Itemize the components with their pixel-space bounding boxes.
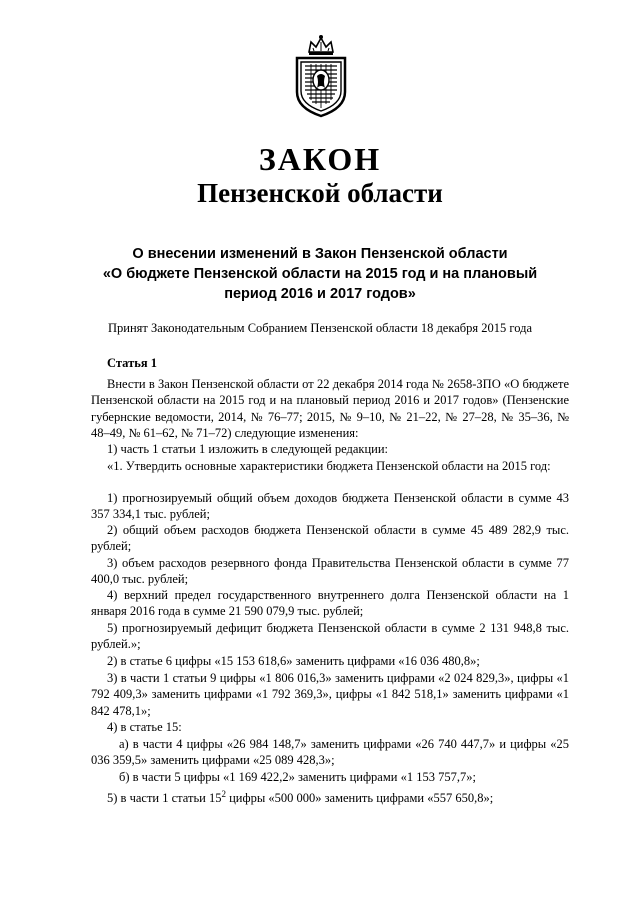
item-2: 2) в статье 6 цифры «15 153 618,6» заменить цифрами «16 036 480,8»; bbox=[107, 654, 480, 668]
coat-of-arms-emblem bbox=[291, 34, 351, 118]
adoption-note: Принят Законодательным Собранием Пензенской области 18 декабря 2015 года bbox=[107, 321, 533, 335]
item-5-pre: 5) в части 1 статьи 15 bbox=[107, 791, 222, 806]
item-5-sup: 2 bbox=[221, 789, 226, 799]
item-1-2: 2) общий объем расходов бюджета Пензенской области в сумме 45 489 282,9 тыс. рублей; bbox=[91, 523, 569, 554]
item-1-5: 5) прогнозируемый дефицит бюджета Пензенской области в сумме 2 131 948,8 тыс. рублей.»; bbox=[91, 621, 569, 652]
item-4-a: а) в части 4 цифры «26 984 148,7» заменить цифрами «26 740 447,7» и цифры «25 036 359,5» заменить цифрами «25 089 428,3»; bbox=[91, 737, 569, 768]
item-1-3: 3) объем расходов резервного фонда Правительства Пензенской области в сумме 77 400,0 тыс. рублей; bbox=[91, 556, 569, 587]
item-4-b: б) в части 5 цифры «1 169 422,2» заменить цифрами «1 153 757,7»; bbox=[119, 770, 476, 784]
subtitle-line-3: период 2016 и 2017 годов» bbox=[224, 286, 416, 302]
item-1-text: «1. Утвердить основные характеристики бюджета Пензенской области на 2015 год: bbox=[107, 459, 551, 473]
item-1: 1) часть 1 статьи 1 изложить в следующей редакции: bbox=[107, 442, 389, 456]
document-title: ЗАКОН bbox=[258, 141, 382, 177]
law-subtitle bbox=[70, 244, 570, 304]
item-5-post: цифры «500 000» заменить цифрами «557 650,8»; bbox=[225, 791, 494, 806]
item-1-1: 1) прогнозируемый общий объем доходов бюджета Пензенской области в сумме 43 357 334,1 тыс. рублей; bbox=[91, 491, 569, 522]
item-4: 4) в статье 15: bbox=[107, 720, 182, 734]
item-1-4: 4) верхний предел государственного внутреннего долга Пензенской области на 1 января 2016 года в сумме 21 590 079,9 тыс. рублей; bbox=[91, 588, 569, 619]
subtitle-line-1: О внесении изменений в Закон Пензенской области bbox=[132, 246, 508, 262]
subtitle-line-2: «О бюджете Пензенской области на 2015 год и на плановый bbox=[102, 266, 538, 282]
article-intro: Внести в Закон Пензенской области от 22 декабря 2014 года № 2658-ЗПО «О бюджете Пензенской области на 2015 год и на плановый период 2016 и 2017 годов» (Пензенские губернские ведомости, 2014, № 76–77; 2015, № 9–10, № 21–22, № 27–28, № 35–36, № 48–49, № 61–62, № 71–72) следующие изменения: bbox=[91, 377, 569, 440]
document-region: Пензенской области bbox=[197, 178, 443, 208]
item-3: 3) в части 1 статьи 9 цифры «1 806 016,3» заменить цифрами «2 024 829,3», цифры «1 792 409,3» заменить цифрами «1 792 369,3», цифры «1 842 518,1» заменить цифрами «1 842 478,1»; bbox=[91, 671, 569, 718]
article-heading: Статья 1 bbox=[107, 356, 157, 370]
item-5 bbox=[91, 786, 569, 806]
